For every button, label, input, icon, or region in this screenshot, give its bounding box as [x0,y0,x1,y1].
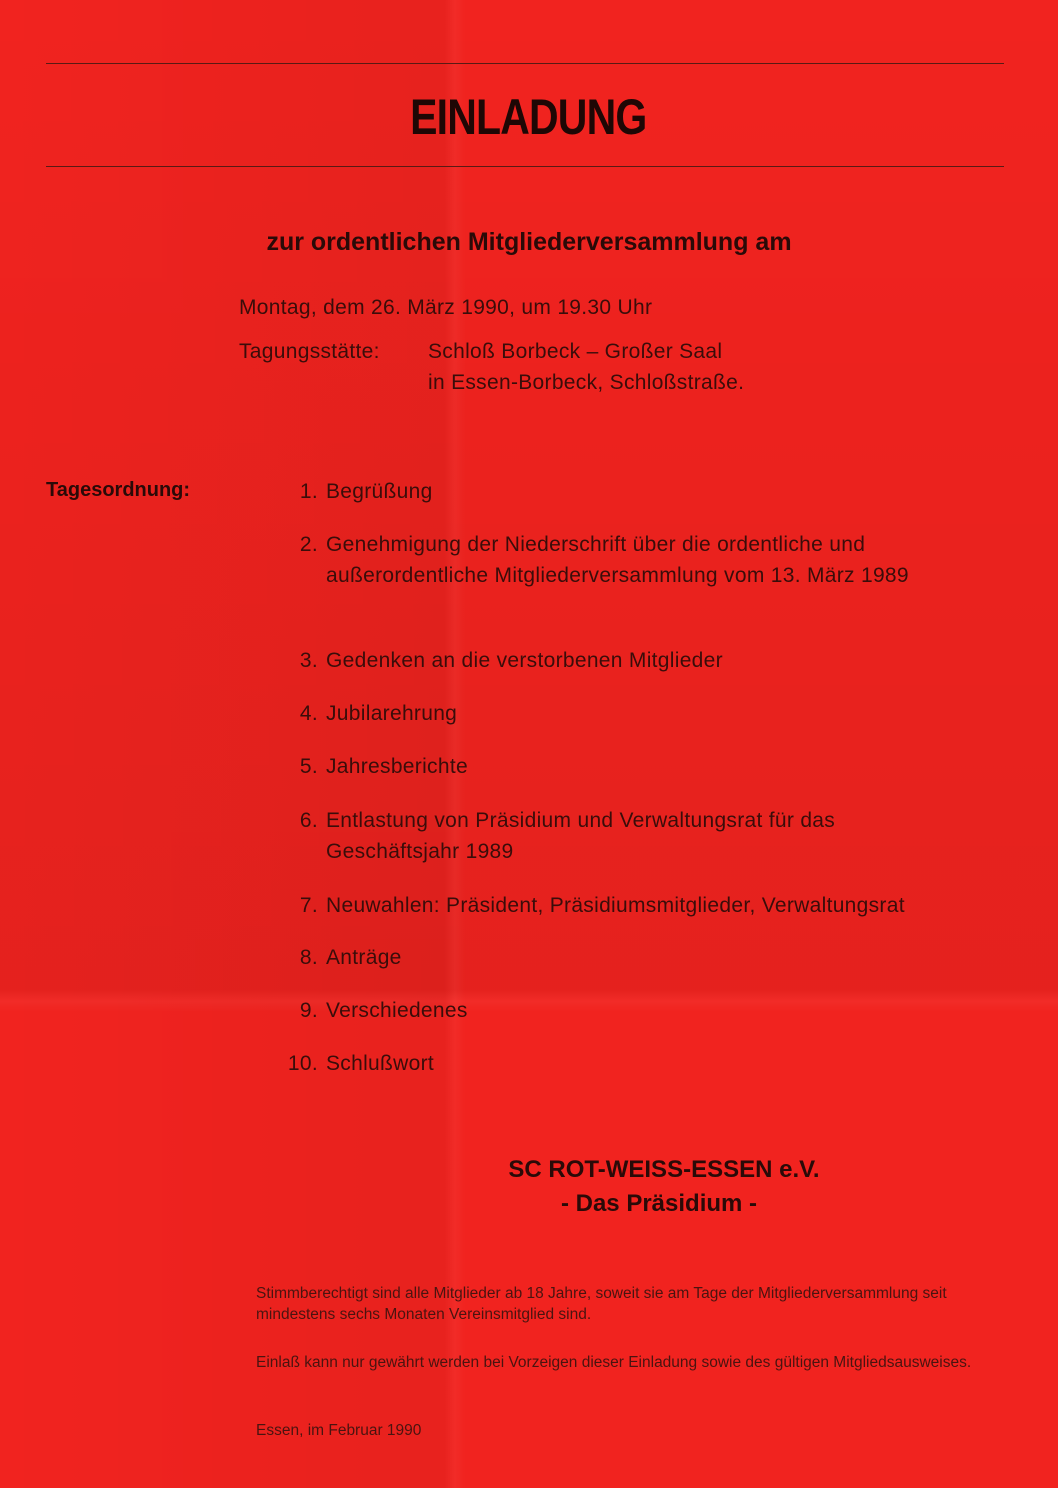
agenda-item-text: Jahresberichte [326,755,468,778]
venue-label: Tagungsstätte: [239,340,380,363]
agenda-item-text: Entlastung von Präsidium und Verwaltungsrat für das Geschäftsjahr 1989 [326,809,836,863]
agenda-item-text: Gedenken an die verstorbenen Mitglieder [326,649,723,672]
place-date: Essen, im Februar 1990 [256,1422,422,1439]
agenda-item-number: 8. [299,946,318,969]
agenda-item-text: Neuwahlen: Präsident, Präsidiumsmitglieder, Verwaltungsrat [326,894,905,917]
agenda-item-text: Jubilarehrung [326,702,458,725]
agenda-item-text: Genehmigung der Niederschrift über die ordentliche und außerordentliche Mitgliederversammlung vom 13. März 1989 [326,533,909,587]
agenda-item-number: 7. [299,894,318,917]
agenda-item-text: Verschiedenes [326,999,468,1022]
agenda-item-number: 10. [287,1052,318,1075]
agenda-item-number: 3. [299,649,318,672]
subtitle: zur ordentlichen Mitgliederversammlung am [266,228,792,256]
agenda-item-number: 1. [299,480,318,503]
meeting-date: Montag, dem 26. März 1990, um 19.30 Uhr [239,296,653,319]
venue-line-1: Schloß Borbeck – Großer Saal [428,340,723,363]
agenda-item-number: 6. [299,809,318,832]
agenda-label: Tagesordnung: [46,479,191,501]
page-title: EINLADUNG [410,89,647,145]
agenda-item-text: Schlußwort [326,1052,435,1075]
agenda-item-number: 4. [299,702,318,725]
agenda-item-text: Begrüßung [326,480,433,503]
agenda-item-number: 9. [299,999,318,1022]
voting-rights-note: Stimmberechtigt sind alle Mitglieder ab 18 Jahre, soweit sie am Tage der Mitgliederversammlung seit mindestens sechs Monaten Vereinsmitglied sind. [256,1285,947,1323]
agenda-item-number: 2. [299,533,318,556]
agenda-item-number: 5. [299,755,318,778]
board-signature: - Das Präsidium - [560,1190,758,1217]
agenda-item-text: Anträge [326,946,402,969]
club-name: SC ROT-WEISS-ESSEN e.V. [508,1156,820,1183]
title-bottom-rule [46,166,1004,167]
admission-note: Einlaß kann nur gewährt werden bei Vorzeigen dieser Einladung sowie des gültigen Mitgliedsausweises. [256,1354,972,1371]
top-rule [46,63,1004,64]
venue-line-2: in Essen-Borbeck, Schloßstraße. [428,371,745,394]
